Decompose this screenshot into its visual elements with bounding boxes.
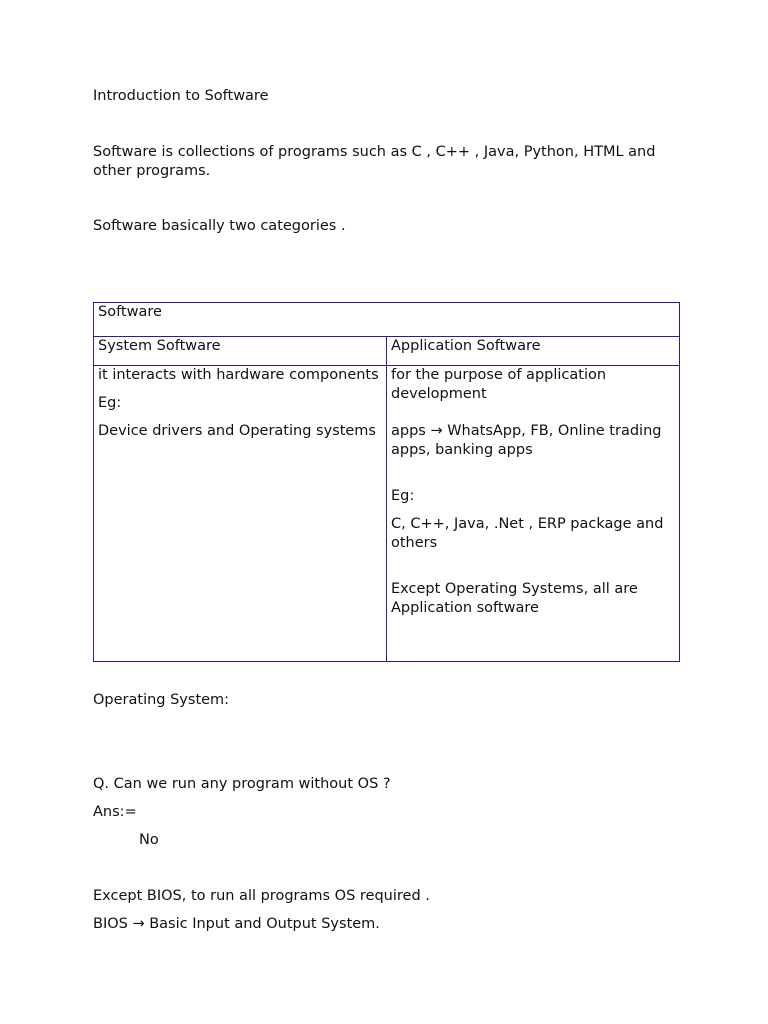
table-header-cell: Software (94, 303, 680, 337)
application-software-title: Application Software (387, 337, 680, 366)
intro-paragraph: Software is collections of programs such as C , C++ , Java, Python, HTML and other programs. (93, 144, 656, 179)
application-software-examples: C, C++, Java, .Net , ERP package and others (391, 516, 664, 551)
application-software-note: Except Operating Systems, all are Application software (391, 581, 638, 616)
table-body-row (94, 366, 680, 662)
system-software-examples: Device drivers and Operating systems (98, 423, 376, 439)
answer-text: No (139, 832, 159, 848)
system-software-eg-label: Eg: (98, 395, 122, 411)
bios-line: Except BIOS, to run all programs OS required . (93, 888, 430, 904)
bios-definition: BIOS → Basic Input and Output System. (93, 916, 380, 932)
system-software-title: System Software (94, 337, 387, 366)
software-categories-table (93, 302, 680, 662)
table-title-row (94, 337, 680, 366)
os-heading: Operating System: (93, 692, 230, 708)
question-line: Q. Can we run any program without OS ? (93, 776, 391, 792)
application-software-eg-label: Eg: (391, 488, 415, 504)
system-software-desc: it interacts with hardware components (98, 367, 379, 383)
table-header-row (94, 303, 680, 337)
categories-line: Software basically two categories . (93, 218, 346, 234)
application-software-apps: apps → WhatsApp, FB, Online trading apps, banking apps (391, 423, 662, 458)
system-software-cell (94, 366, 387, 662)
application-software-desc: for the purpose of application development (391, 367, 607, 402)
application-software-cell (387, 366, 680, 662)
document-title: Introduction to Software (93, 88, 269, 104)
answer-label: Ans:= (93, 804, 137, 820)
